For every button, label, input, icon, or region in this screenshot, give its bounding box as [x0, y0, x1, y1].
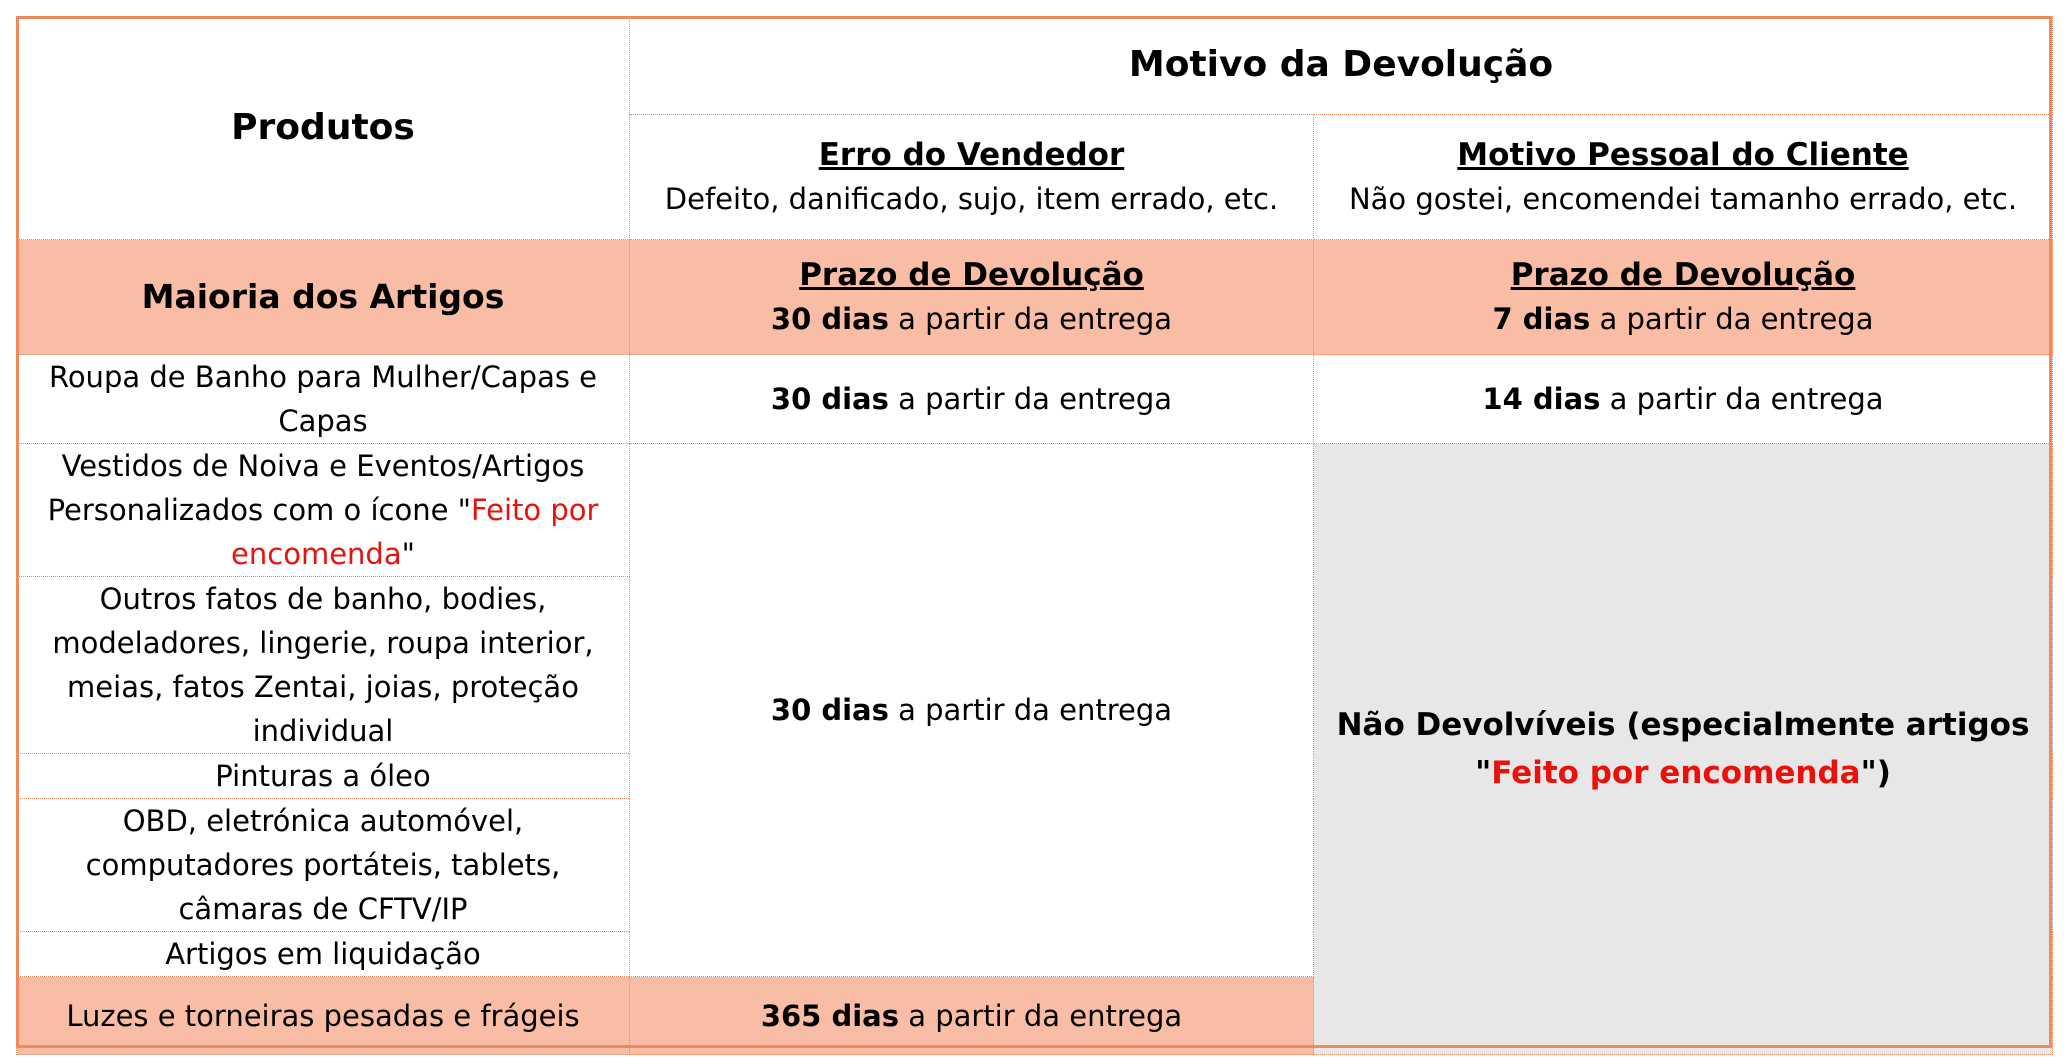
luzes-label: Luzes e torneiras pesadas e frágeis	[17, 977, 630, 1055]
maioria-personal-deadline: Prazo de Devolução 7 dias a partir da entrega	[1314, 240, 2053, 355]
produtos-header: Produtos	[17, 17, 630, 240]
feito-por-encomenda-text: Feito por encomenda	[231, 493, 599, 571]
vestidos-label: Vestidos de Noiva e Eventos/Artigos Personalizados com o ícone "Feito por encomenda"	[17, 444, 630, 577]
motivo-pessoal-sub: Não gostei, encomendei tamanho errado, etc.	[1348, 182, 2018, 216]
erro-vendedor-sub: Defeito, danificado, sujo, item errado, etc.	[664, 182, 1279, 216]
outros-label: Outros fatos de banho, bodies, modeladores, lingerie, roupa interior, meias, fatos Zentai, joias, proteção individual	[17, 577, 630, 754]
merged-seller-deadline: 30 dias a partir da entrega	[630, 444, 1314, 977]
luzes-seller-deadline: 365 dias a partir da entrega	[630, 977, 1314, 1055]
roupa-personal-deadline: 14 dias a partir da entrega	[1314, 355, 2053, 444]
pinturas-label: Pinturas a óleo	[17, 754, 630, 799]
table-frame	[16, 16, 2052, 1048]
feito-por-encomenda-text: Feito por encomenda	[1491, 755, 1861, 791]
maioria-label: Maioria dos Artigos	[17, 240, 630, 355]
roupa-seller-deadline: 30 dias a partir da entrega	[630, 355, 1314, 444]
maioria-seller-deadline: Prazo de Devolução 30 dias a partir da entrega	[630, 240, 1314, 355]
nao-devolviveis-cell: Não Devolvíveis (especialmente artigos "Feito por encomenda")	[1314, 444, 2053, 1055]
obd-label: OBD, eletrónica automóvel, computadores portáteis, tablets, câmaras de CFTV/IP	[17, 799, 630, 932]
liquidacao-label: Artigos em liquidação	[17, 932, 630, 977]
erro-vendedor-title: Erro do Vendedor	[818, 137, 1125, 173]
roupa-label: Roupa de Banho para Mulher/Capas e Capas	[17, 355, 630, 444]
motivo-header: Motivo da Devolução	[630, 17, 2053, 115]
motivo-pessoal-title: Motivo Pessoal do Cliente	[1457, 137, 1909, 173]
